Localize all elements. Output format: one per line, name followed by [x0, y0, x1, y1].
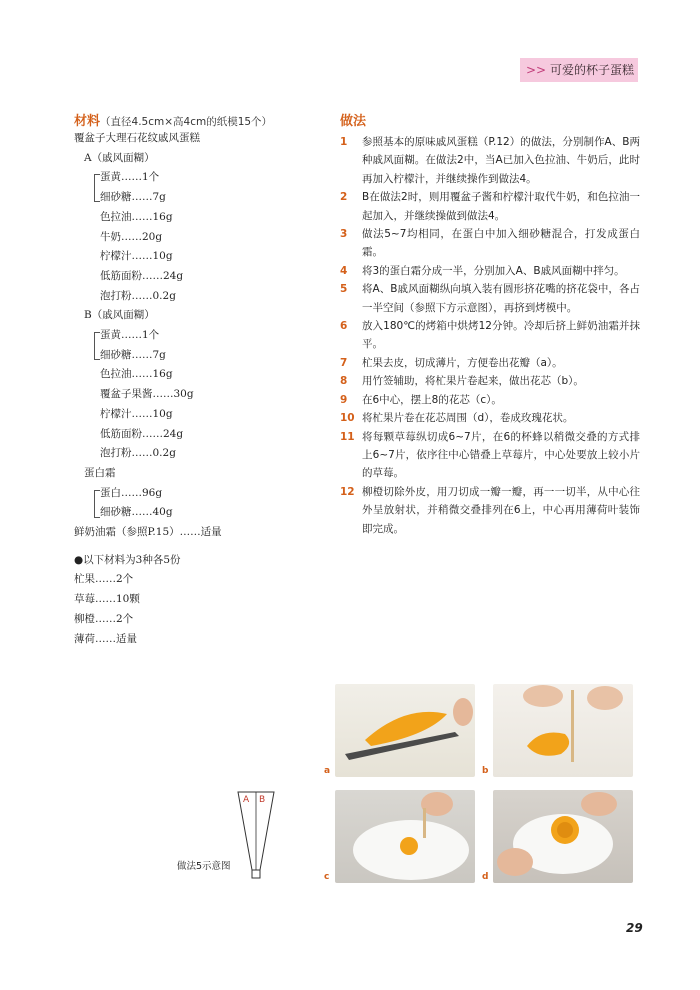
materials-title: 材料 [74, 114, 101, 129]
method-step [340, 225, 640, 262]
extra-item: 薄荷……适量 [74, 632, 137, 645]
photo-a-slicing-mango [335, 684, 475, 777]
materials-size-note: （直径4.5cm×高4cm的纸模15个） [100, 116, 273, 128]
ingredient-item: 柠檬汁……10g [100, 250, 173, 263]
photo-label: a [324, 766, 331, 776]
group-a-list [74, 168, 334, 306]
meringue-list [74, 484, 334, 523]
step-text: 将A、B戚风面糊纵向填入装有圆形挤花嘴的挤花袋中，各占一半空间（参照下方示意图），再挤到烤模中。 [362, 283, 640, 314]
method-step [340, 409, 640, 427]
ingredient-item: 细砂糖……7g [100, 191, 166, 204]
cream-item: 鲜奶油霜（参照P.15）……适量 [74, 526, 222, 539]
extra-item: 草莓……10颗 [74, 593, 140, 606]
ingredient-item: 牛奶……20g [100, 230, 163, 243]
cake-name: 覆盆子大理石花纹戚风蛋糕 [74, 132, 200, 144]
method-step [340, 428, 640, 483]
step-text: 将杧果片卷在花芯周围（d），卷成玫瑰花状。 [362, 412, 574, 425]
step-number: 1 [340, 136, 348, 148]
photo-label: d [482, 872, 489, 882]
yolk-bracket [94, 332, 100, 360]
step-text: 将3的蛋白霜分成一半，分别加入A、B戚风面糊中拌匀。 [362, 264, 625, 277]
ingredient-item: 蛋黄……1个 [100, 171, 160, 184]
method-step [340, 188, 640, 225]
piping-bag-diagram [236, 788, 276, 883]
ingredient-item: 泡打粉……0.2g [100, 447, 176, 460]
photo-d-rolling-rose [493, 790, 633, 883]
step-number: 6 [340, 320, 348, 333]
method-step [340, 317, 640, 354]
extra-item: 杧果……2个 [74, 573, 134, 586]
step-text: 做法5~7均相同，在蛋白中加入细砂糖混合，打发成蛋白霜。 [362, 228, 640, 259]
section-tag [520, 58, 638, 82]
step-number: 4 [340, 264, 348, 277]
step-text: B在做法2时，则用覆盆子酱和柠檬汁取代牛奶，和色拉油一起加入，并继续操做到做法4。 [362, 191, 640, 222]
ingredient-item: 色拉油……16g [100, 368, 173, 381]
meringue-title: 蛋白霜 [84, 466, 116, 479]
materials-heading [74, 110, 334, 129]
photo-label: c [324, 872, 330, 882]
photo-label: b [482, 766, 489, 776]
step-text: 柳橙切除外皮，用刀切成一瓣一瓣，再一一切半，从中心往外呈放射状，并稍微交叠排列在6上，中心再用薄荷叶装饰即完成。 [362, 485, 640, 535]
materials-section [74, 110, 334, 649]
photo-b-rolling-center [493, 684, 633, 777]
ingredient-item: 泡打粉……0.2g [100, 289, 176, 302]
method-step [340, 391, 640, 409]
step-number: 3 [340, 228, 348, 241]
ingredient-item: 细砂糖……7g [100, 348, 166, 361]
extra-title: ●以下材料为3种各5份 [74, 553, 181, 566]
arrow-icon: >> [526, 63, 547, 77]
ingredient-item: 色拉油……16g [100, 210, 173, 223]
method-step [340, 280, 640, 317]
extra-item: 柳橙……2个 [74, 612, 134, 625]
ingredient-item: 细砂糖……40g [100, 506, 173, 519]
step-number: 9 [340, 393, 348, 406]
step-text: 放入180℃的烤箱中烘烤12分钟。冷却后挤上鲜奶油霜并抹平。 [362, 320, 640, 351]
meringue-bracket [94, 490, 100, 518]
step-text: 用竹签辅助，将杧果片卷起来，做出花芯（b）。 [362, 375, 584, 388]
page-number: 29 [626, 921, 643, 935]
ingredient-item: 覆盆子果酱……30g [100, 388, 194, 401]
step-text: 杧果去皮，切成薄片，方便卷出花瓣（a）。 [362, 356, 563, 369]
ingredient-item: 蛋白……96g [100, 486, 163, 499]
method-title: 做法 [340, 114, 367, 129]
step-number: 12 [340, 485, 355, 498]
method-step [340, 483, 640, 538]
section-tag-label: 可爱的杯子蛋糕 [550, 63, 635, 77]
step-number: 7 [340, 356, 348, 369]
ingredient-item: 柠檬汁……10g [100, 407, 173, 420]
ingredient-item: 蛋黄……1个 [100, 329, 160, 342]
yolk-bracket [94, 174, 100, 202]
group-a-title: A（戚风面糊） [84, 151, 155, 164]
diagram-label-a: A [243, 795, 250, 805]
step-number: 2 [340, 191, 348, 204]
group-b-title: B（戚风面糊） [84, 309, 155, 322]
step-text: 在6中心，摆上8的花芯（c）。 [362, 393, 502, 406]
step-text: 参照基本的原味戚风蛋糕（P.12）的做法，分别制作A、B两种戚风面糊。在做法2中，当A已加入色拉油、牛奶后，此时再加入柠檬汁，并继续操作到做法4。 [362, 136, 640, 185]
step-number: 8 [340, 375, 348, 388]
step-number: 5 [340, 283, 348, 296]
method-step [340, 372, 640, 390]
step-number: 10 [340, 412, 355, 425]
method-step [340, 133, 640, 188]
method-section [340, 110, 640, 538]
diagram-label-b: B [259, 795, 266, 805]
diagram-caption: 做法5示意图 [177, 861, 231, 872]
step-number: 11 [340, 430, 355, 443]
ingredient-item: 低筋面粉……24g [100, 427, 184, 440]
photo-c-placing-center [335, 790, 475, 883]
method-step [340, 354, 640, 372]
method-step [340, 262, 640, 280]
step-text: 将每颗草莓纵切成6~7片，在6的杯蜂以稍微交叠的方式排上6~7片，依序往中心错叠上草莓片，中心处要放上较小片的草莓。 [362, 430, 640, 480]
ingredient-item: 低筋面粉……24g [100, 269, 184, 282]
group-b-list [74, 326, 334, 464]
